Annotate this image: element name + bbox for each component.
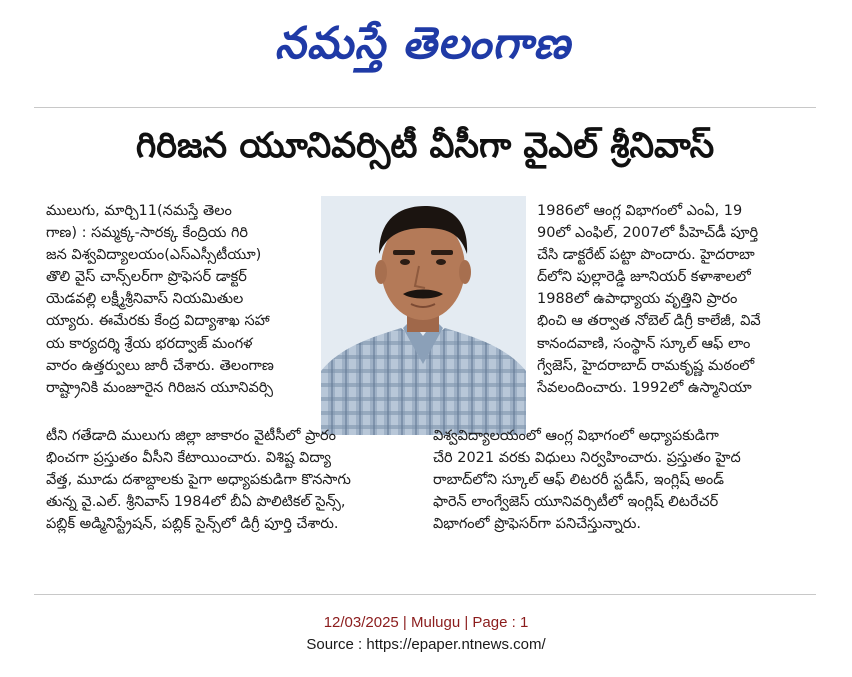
article-text-line: వేత్త, మూడు దశాబ్దాలకు పైగా అధ్యాపకుడిగా కొనసాగు <box>46 472 351 489</box>
article-text-line: య కార్యదర్శి శ్రేయ భరద్వాజ్ మంగళ <box>46 335 253 352</box>
article-text-line: 90లో ఎంఫిల్, 2007లో పీహెచ్‌డీ పూర్తి <box>537 225 759 242</box>
article-text-line: విశ్వవిద్యాలయంలో ఆంగ్ల విభాగంలో అధ్యాపకుడిగా <box>433 428 719 444</box>
article-text-line: జన విశ్వవిద్యాలయం(ఎస్ఎస్సీటీయూ) <box>46 247 262 264</box>
article-text-line: పబ్లిక్ అడ్మినిస్ట్రేషన్, పబ్లిక్ సైన్స్‌లో డిగ్రీ పూర్తి చేశారు. <box>46 516 339 533</box>
article-text-line: చేసి డాక్టరేట్ పట్టా పొందారు. హైదరాబా <box>537 247 755 264</box>
article-text-line: గాణ) : సమ్మక్క-సారక్క కేంద్రియ గిరి <box>46 225 249 242</box>
article-column-left-bottom <box>46 425 416 535</box>
article-text-line: సేవలందించారు. 1992లో ఉస్మానియా <box>537 379 752 396</box>
article-text-line: గ్వేజెస్, హైదరాబాద్ రామకృష్ణ మఠంలో <box>537 357 755 374</box>
article-text-line: భించి ఆ తర్వాత నోబెల్ డిగ్రీ కాలేజీ, వివే <box>537 313 761 330</box>
article-text-line: కానందవాణి, సంస్థాన్ స్కూల్ ఆఫ్ లాం <box>537 335 751 352</box>
article-headline: గిరిజన యూనివర్సిటీ వీసీగా వైఎల్ శ్రీనివాస్ <box>135 126 715 166</box>
article-text-line: తున్న వై.ఎల్. శ్రీనివాస్ 1984లో బీఏ పొలిటికల్ సైన్స్, <box>46 494 346 511</box>
masthead-title: నమస్తే తెలంగాణ <box>272 18 580 69</box>
article-text-line: చేరి 2021 వరకు విధులు నిర్వహించారు. ప్రస్తుతం హైద <box>433 450 741 467</box>
article-text-line: రాబాద్‌లోని స్కూల్ ఆఫ్ లిటరరీ స్టడీస్, ఇంగ్లిష్ అండ్ <box>433 472 725 489</box>
article-text-line: రాష్ట్రానికి మంజూరైన గిరిజన యూనివర్సి <box>46 379 273 396</box>
masthead-logo <box>0 8 852 80</box>
article-text-line: విభాగంలో ప్రొఫెసర్‌గా పనిచేస్తున్నారు. <box>433 516 641 533</box>
clipping-dateline: 12/03/2025 | Mulugu | Page : 1 <box>323 614 529 631</box>
masthead-divider <box>34 107 816 108</box>
article-text-line: 1986లో ఆంగ్ల విభాగంలో ఎంఏ, 19 <box>537 203 743 219</box>
article-text-line: ద్‌లోని పుల్లారెడ్డి జూనియర్ కళాశాలలో <box>537 269 751 286</box>
article-column-left-top <box>46 200 316 399</box>
clipping-bottom-border <box>34 594 816 595</box>
portrait-photo <box>321 196 526 435</box>
article-text-line: య్యారు. ఈమేరకు కేంద్ర విద్యాశాఖ సహా <box>46 313 270 330</box>
article-text-line: 1988లో ఉపాధ్యాయ వృత్తిని ప్రారం <box>537 291 738 308</box>
clipping-source: Source : https://epaper.ntnews.com/ <box>306 636 546 653</box>
portrait-illustration <box>321 196 526 435</box>
article-column-right-top <box>537 200 813 399</box>
article-text-line: భించగా ప్రస్తుతం వీసీని కేటాయించారు. విశిష్ట విద్యా <box>46 450 332 467</box>
article-text-line: తొలి వైస్ చాన్స్‌లర్‌గా ప్రొఫెసర్ డాక్టర్ <box>46 269 247 286</box>
article-text-line: టీని గతేడాది ములుగు జిల్లా జాకారం వైటీసీలో ప్రారం <box>46 428 336 444</box>
article-text-line: యెడవల్లి లక్ష్మీశ్రీనివాస్ నియమితుల <box>46 291 244 308</box>
article-text-line: వారం ఉత్తర్వులు జారీ చేశారు. తెలంగాణ <box>46 357 274 374</box>
article-text-line: ఫారెన్ లాంగ్వేజెస్ యూనివర్సిటీలో ఇంగ్లిష్ లిటరేచర్ <box>433 494 719 511</box>
article-column-right-bottom <box>433 425 813 535</box>
article-text-line: ములుగు, మార్చి11(నమస్తే తెలం <box>46 203 232 219</box>
